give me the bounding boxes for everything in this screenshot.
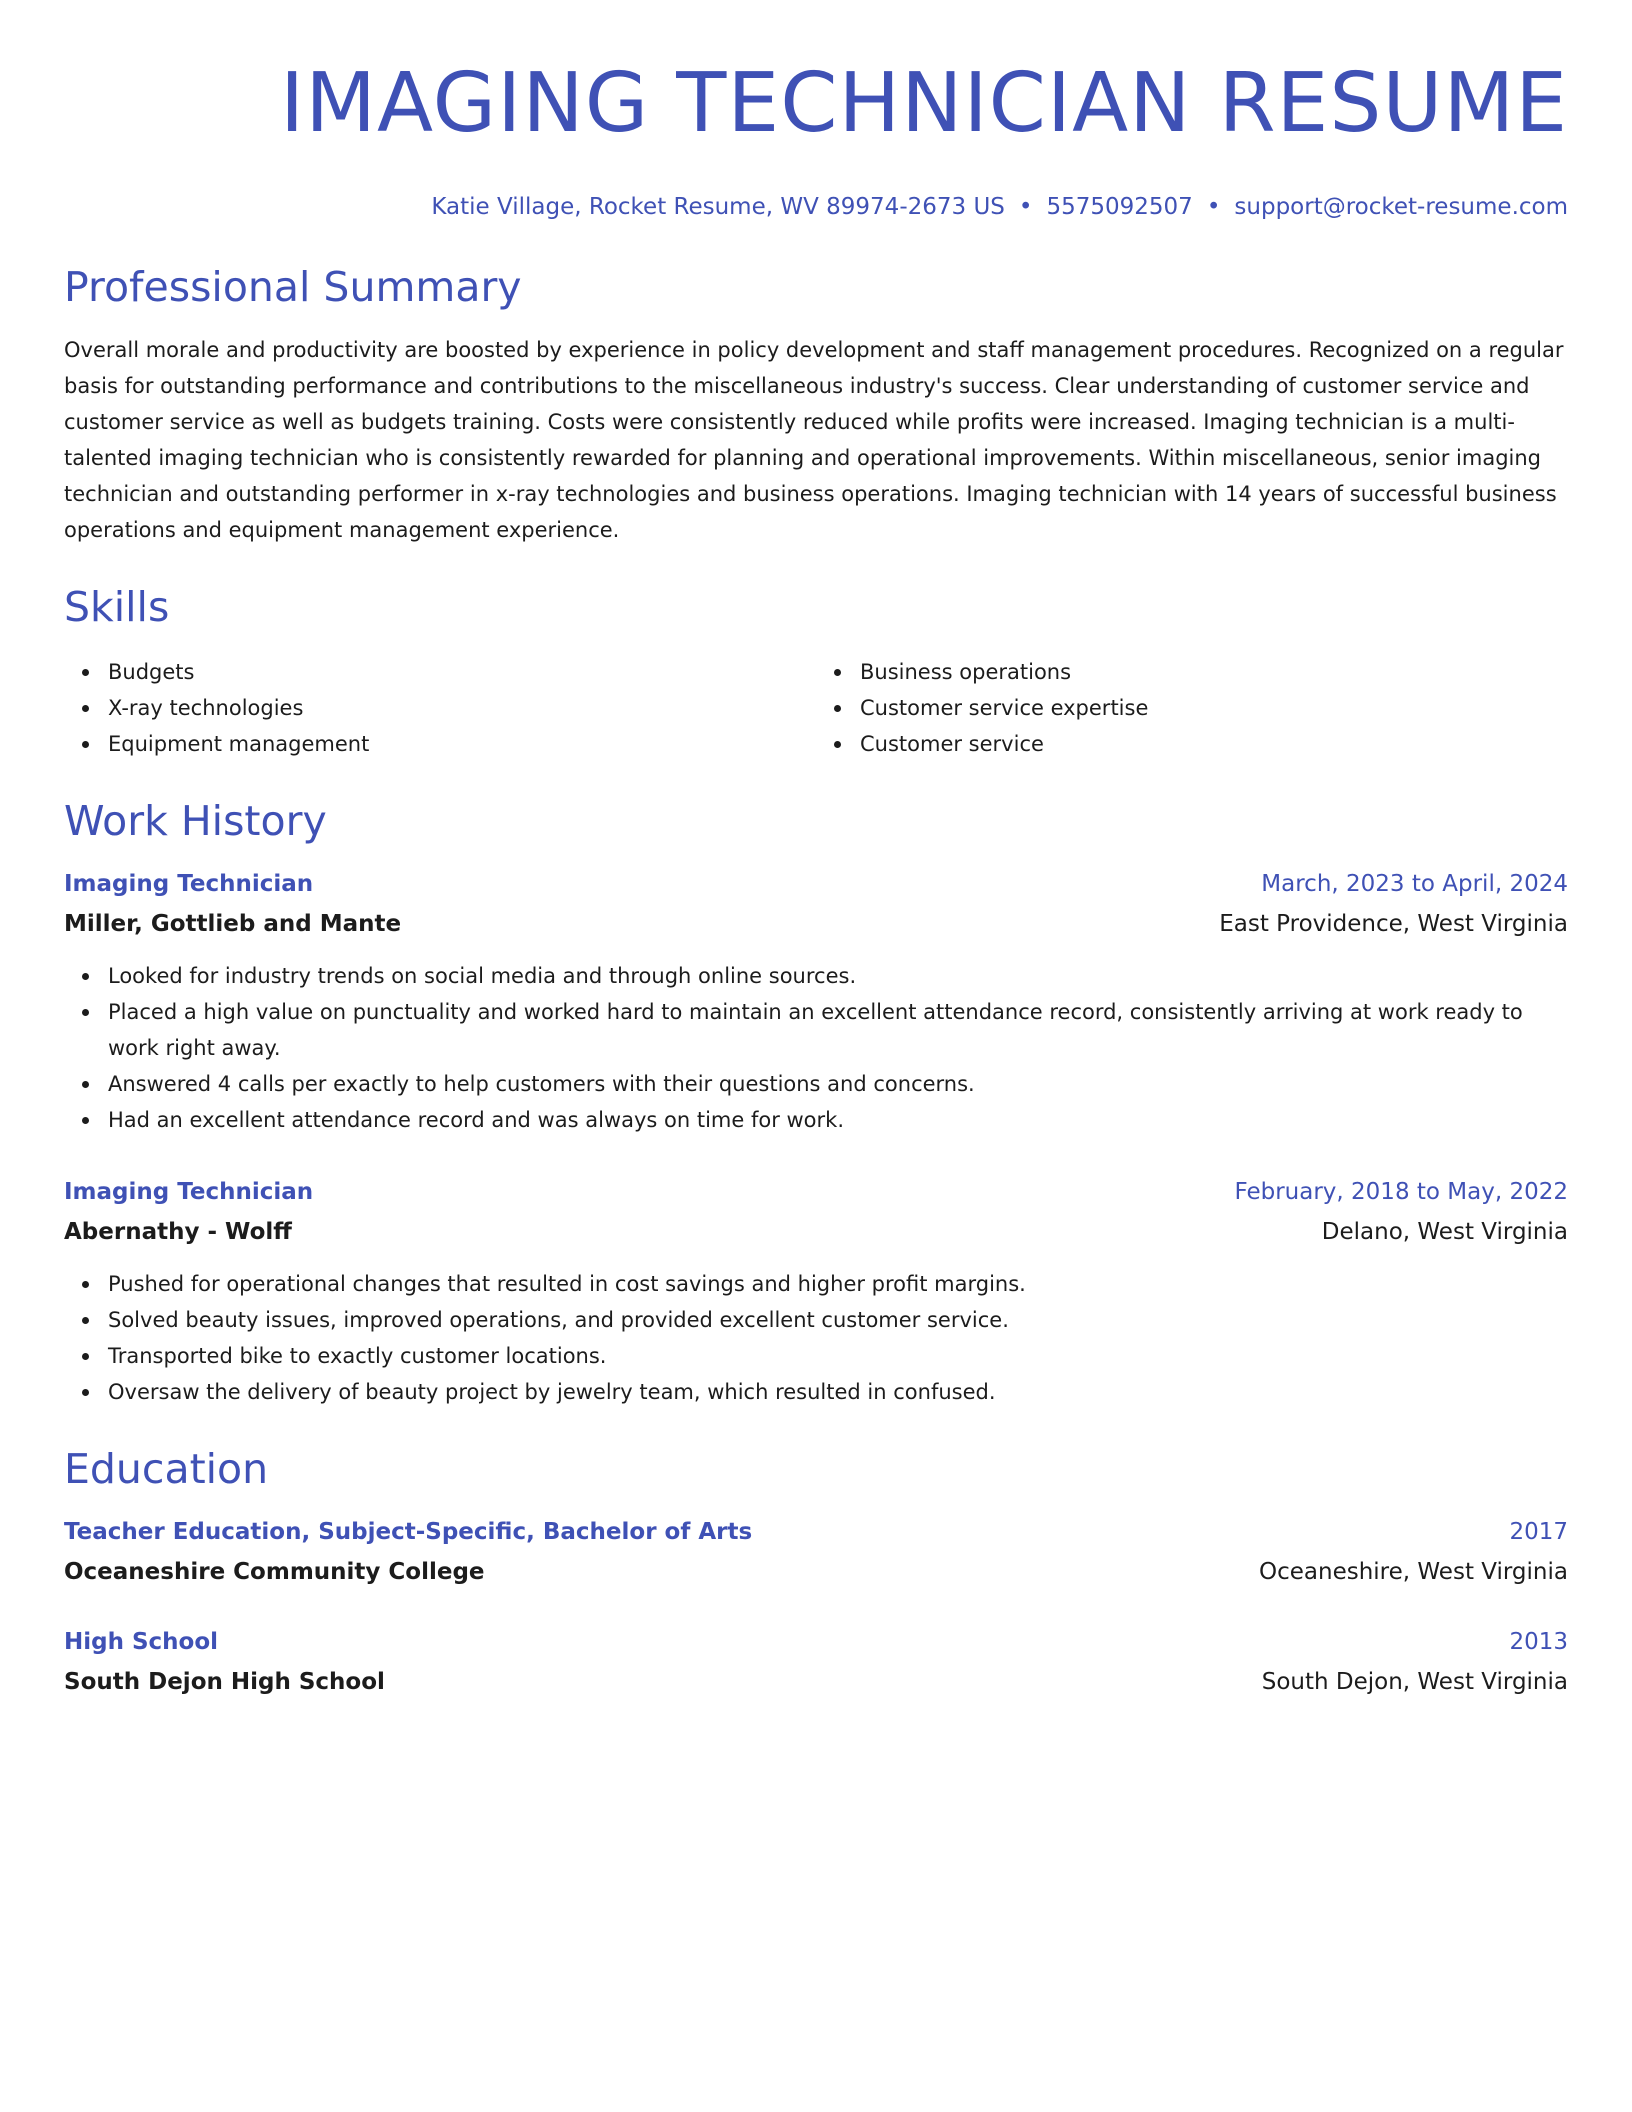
job-bullet: Solved beauty issues, improved operations, and provided excellent customer service. [108,1302,1568,1338]
degree-row [64,1516,1568,1548]
school-row [64,1556,1568,1588]
job-bullet: Oversaw the delivery of beauty project by jewelry team, which resulted in confused. [108,1374,1568,1410]
education-entry [64,1626,1568,1698]
job-title: Imaging Technician [64,1179,314,1205]
graduation-year: 2017 [1509,1519,1568,1545]
education-entry [64,1516,1568,1588]
job-title-row [64,1176,1568,1208]
job-bullet: Answered 4 calls per exactly to help customers with their questions and concerns. [108,1066,1568,1102]
job-location: Delano, West Virginia [1321,1219,1568,1245]
job-company: Miller, Gottlieb and Mante [64,911,402,937]
skill-item: Equipment management [108,726,816,762]
job-company-row [64,1216,1568,1248]
job-title-row [64,868,1568,900]
graduation-year: 2013 [1509,1629,1568,1655]
skills-column-left [64,654,816,762]
work-history-section [64,796,1568,1410]
contact-phone: 5575092507 [1046,194,1193,220]
section-heading-work: Work History [64,797,327,845]
job-bullet: Placed a high value on punctuality and worked hard to maintain an excellent attendance record, consistently arriving at work ready to work right away. [108,994,1568,1066]
contact-separator: • [1206,194,1221,220]
job-entry [64,868,1568,1138]
degree-name: Teacher Education, Subject-Specific, Bachelor of Arts [64,1519,753,1545]
job-company: Abernathy - Wolff [64,1219,292,1245]
job-bullets [64,958,1568,1138]
section-heading-summary: Professional Summary [64,263,522,311]
job-bullets [64,1266,1568,1410]
section-heading-education: Education [64,1445,269,1493]
job-title: Imaging Technician [64,871,314,897]
contact-line [64,192,1568,222]
skills-section [64,582,1568,762]
degree-name: High School [64,1629,219,1655]
professional-summary-section [64,262,1568,548]
summary-text: Overall morale and productivity are boosted by experience in policy development and staff management procedures. Recognized on a regular basis for outstanding performance and contributions to the miscellaneous industry's success. Clear understanding of customer service and customer service as well as budgets training. Costs were consistently reduced while profits were increased. Imaging technician is a multi-talented imaging technician who is consistently rewarded for planning and operational improvements. Within miscellaneous, senior imaging technician and outstanding performer in x-ray technologies and business operations. Imaging technician with 14 years of successful business operations and equipment management experience. [64,338,1564,542]
contact-separator: • [1018,194,1033,220]
job-bullet: Looked for industry trends on social media and through online sources. [108,958,1568,994]
school-location: South Dejon, West Virginia [1261,1669,1568,1695]
job-dates: February, 2018 to May, 2022 [1234,1179,1568,1205]
education-section [64,1444,1568,1698]
resume-header [64,0,1568,222]
job-dates: March, 2023 to April, 2024 [1261,871,1568,897]
degree-row [64,1626,1568,1658]
school-name: Oceaneshire Community College [64,1559,485,1585]
resume-title: IMAGING TECHNICIAN RESUME [280,56,1568,151]
skills-column-right [816,654,1568,762]
job-location: East Providence, West Virginia [1219,911,1568,937]
skill-item: Customer service [860,726,1568,762]
job-entry [64,1176,1568,1410]
skill-item: Customer service expertise [860,690,1568,726]
skill-item: Budgets [108,654,816,690]
contact-address: Katie Village, Rocket Resume, WV 89974-2673 US [431,194,1005,220]
school-location: Oceaneshire, West Virginia [1259,1559,1568,1585]
job-bullet: Had an excellent attendance record and was always on time for work. [108,1102,1568,1138]
job-bullet: Transported bike to exactly customer locations. [108,1338,1568,1374]
school-row [64,1666,1568,1698]
school-name: South Dejon High School [64,1669,385,1695]
skills-grid [64,654,1568,762]
section-heading-skills: Skills [64,583,170,631]
job-company-row [64,908,1568,940]
job-bullet: Pushed for operational changes that resulted in cost savings and higher profit margins. [108,1266,1568,1302]
contact-email: support@rocket-resume.com [1234,194,1568,220]
skill-item: Business operations [860,654,1568,690]
skill-item: X-ray technologies [108,690,816,726]
